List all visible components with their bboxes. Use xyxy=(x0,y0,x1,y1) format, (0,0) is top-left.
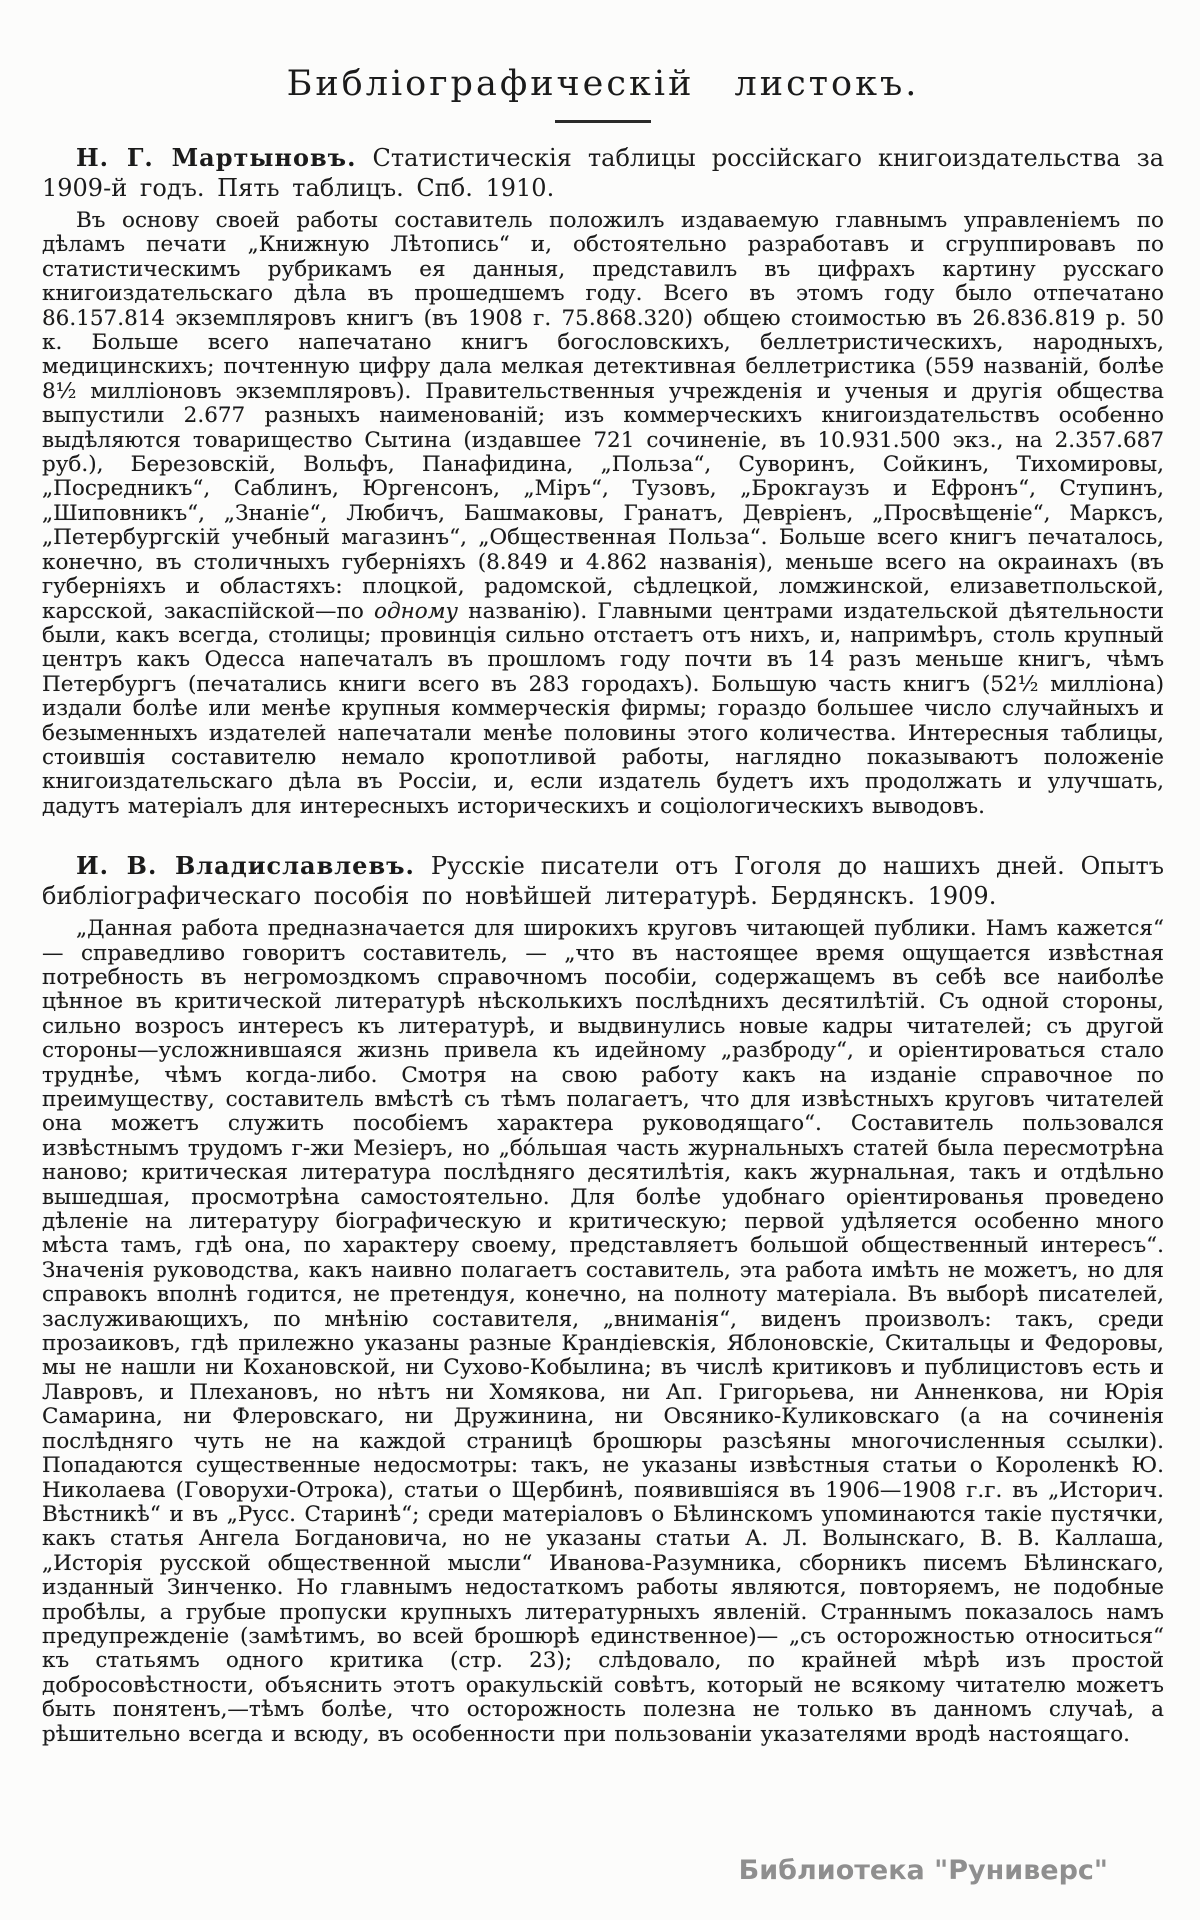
entry-author: Н. Г. Мартыновъ. xyxy=(76,143,357,172)
entry-heading xyxy=(42,851,1164,911)
entry-body xyxy=(42,209,1164,819)
entry-body-text: „Данная работа предназначается для широкихъ круговъ читающей публики. Намъ кажется“ — справедливо говоритъ составитель, — „что въ настоящее время ощущается извѣстная потребность въ негромоздкомъ справочномъ пособіи, содержащемъ въ себѣ все наиболѣе цѣнное въ критической литературѣ нѣсколькихъ послѣднихъ десятилѣтій. Съ одной стороны, сильно возросъ интересъ къ литературѣ, и выдвинулись новые кадры читателей; съ другой стороны—усложнившаяся жизнь привела къ идейному „разброду“, и оріентироваться стало труднѣе, чѣмъ когда-либо. Смотря на свою работу какъ на изданіе справочное по преимуществу, составитель вмѣстѣ съ тѣмъ полагаетъ, что для извѣстныхъ круговъ читателей она можетъ служить пособіемъ характера руководящаго“. Составитель пользовался извѣстнымъ трудомъ г-жи Мезіеръ, но „бо́льшая часть журнальныхъ статей была пересмотрѣна наново; критическая литература послѣдняго десятилѣтія, какъ журнальная, такъ и отдѣльно вышедшая, просмотрѣна самостоятельно. Для болѣе удобнаго оріентированья проведено дѣленіе на литературу біографическую и критическую; первой удѣляется особенно много мѣста тамъ, гдѣ она, по характеру своему, представляетъ большой общественный интересъ“. Значенія руководства, какъ наивно полагаетъ составитель, эта работа имѣть не можетъ, но для справокъ вполнѣ годится, не претендуя, конечно, на полноту матеріала. Въ выборѣ писателей, заслуживающихъ, по мнѣнію составителя, „вниманія“, виденъ произволъ: такъ, среди прозаиковъ, гдѣ прилежно указаны разные Крандіевскія, Яблоновскіе, Скитальцы и Федоровы, мы не нашли ни Кохановской, ни Сухово-Кобылина; въ числѣ критиковъ и публицистовъ есть и Лавровъ, и Плехановъ, но нѣтъ ни Хомякова, ни Ап. Григорьева, ни Анненкова, ни Юрія Самарина, ни Флеровскаго, ни Дружинина, ни Овсянико-Куликовскаго (а на сочиненія послѣдняго чуть не на каждой страницѣ брошюры разсѣяны многочисленныя ссылки). Попадаются существенные недосмотры: такъ, не указаны извѣстныя статьи о Короленкѣ Ю. Николаева (Говорухи-Отрока), статьи о Щербинѣ, появившіяся въ 1906—1908 г.г. въ „Историч. Вѣстникѣ“ и въ „Русс. Старинѣ“; среди матеріаловъ о Бѣлинскомъ упоминаются такіе пустячки, какъ статья Ангела Богдановича, но не указаны статьи А. Л. Волынскаго, В. В. Каллаша, „Исторія русской общественной мысли“ Иванова-Разумника, сборникъ писемъ Бѣлинскаго, изданный Зинченко. Но главнымъ недостаткомъ работы являются, повторяемъ, не подобные пробѣлы, а грубые пропуски крупныхъ литературныхъ явленій. Страннымъ показалось намъ предупрежденіе (замѣтимъ, во всей брошюрѣ единственное)— „съ осторожностью относиться“ къ статьямъ одного критика (стр. 23); слѣдовало, по крайней мѣрѣ изъ простой добросовѣстности, объяснить этотъ оракульскій совѣтъ, который не всякому читателю можетъ быть понятенъ,—тѣмъ болѣе, что осторожность полезна не только въ данномъ случаѣ, а рѣшительно всегда и всюду, въ особенности при пользованіи указателями вродѣ настоящаго. xyxy=(42,916,1164,1747)
entry-heading xyxy=(42,143,1164,203)
entry-title: Статистическія таблицы россійскаго книгоиздательства за 1909-й годъ. Пять таблицъ. Спб. 1910. xyxy=(42,144,1165,202)
entry-author: И. В. Владиславлевъ. xyxy=(76,851,415,881)
entry-body xyxy=(42,917,1164,1747)
title-divider xyxy=(555,120,651,123)
entry-title: Русскіе писатели отъ Гоголя до нашихъ дней. Опытъ библіографическаго пособія по новѣйшей литературѣ. Бердянскъ. 1909. xyxy=(42,852,1164,911)
entry-body-text: названію). Главными центрами издательской дѣятельности были, какъ всегда, столицы; провинція сильно отстаетъ отъ нихъ, и, напримѣръ, столь крупный центръ какъ Одесса напечаталъ въ прошломъ году почти въ 14 разъ меньше книгъ, чѣмъ Петербургъ (печатались книги всего въ 283 городахъ). Большую часть книгъ (52½ милліона) издали болѣе или менѣе крупныя коммерческія фирмы; гораздо большее число случайныхъ и безыменныхъ издателей напечатали менѣе половины этого количества. Интересныя таблицы, стоившія составителю немало кропотливой работы, наглядно показываютъ положеніе книгоиздательскаго дѣла въ Россіи, и, если издатель будетъ ихъ продолжать и улучшать, дадутъ матеріалъ для интересныхъ историческихъ и соціологическихъ выводовъ. xyxy=(42,598,1164,819)
entry-vladislavlev xyxy=(42,851,1164,1747)
watermark: Библиотека "Руниверс" xyxy=(738,1855,1108,1886)
emphasized-word: одному xyxy=(374,598,459,624)
entry-martynov xyxy=(42,143,1164,819)
entry-body-text: Въ основу своей работы составитель положилъ издаваемую главнымъ управленіемъ по дѣламъ печати „Книжную Лѣтопись“ и, обстоятельно разработавъ и сгруппировавъ по статистическимъ рубрикамъ ея данныя, представилъ въ цифрахъ картину русскаго книгоиздательскаго дѣла въ прошедшемъ году. Всего въ этомъ году было отпечатано 86.157.814 экземпляровъ книгъ (въ 1908 г. 75.868.320) общею стоимостью въ 26.836.819 р. 50 к. Больше всего напечатано книгъ богословскихъ, беллетристическихъ, народныхъ, медицинскихъ; почтенную цифру дала мелкая детективная беллетристика (559 названій, болѣе 8½ милліоновъ экземпляровъ). Правительственныя учрежденія и ученыя и другія общества выпустили 2.677 разныхъ наименованій; изъ коммерческихъ книгоиздательствъ особенно выдѣляются товарищество Сытина (издавшее 721 сочиненіе, въ 10.931.500 экз., на 2.357.687 руб.), Березовскій, Вольфъ, Панафидина, „Польза“, Суворинъ, Сойкинъ, Тихомировы, „Посредникъ“, Саблинъ, Юргенсонъ, „Міръ“, Тузовъ, „Брокгаузъ и Ефронъ“, Ступинъ, „Шиповникъ“, „Знаніе“, Любичъ, Башмаковы, Гранатъ, Девріенъ, „Просвѣщеніе“, Марксъ, „Петербургскій учебный магазинъ“, „Общественная Польза“. Больше всего книгъ печаталось, конечно, въ столичныхъ губерніяхъ (8.849 и 4.862 названія), меньше всего на окраинахъ (въ губерніяхъ и областяхъ: плоцкой, радомской, сѣдлецкой, ломжинской, елизаветпольской, карсской, закаспійской—по xyxy=(42,208,1164,624)
page-title: Библіографическій листокъ. xyxy=(286,64,920,104)
